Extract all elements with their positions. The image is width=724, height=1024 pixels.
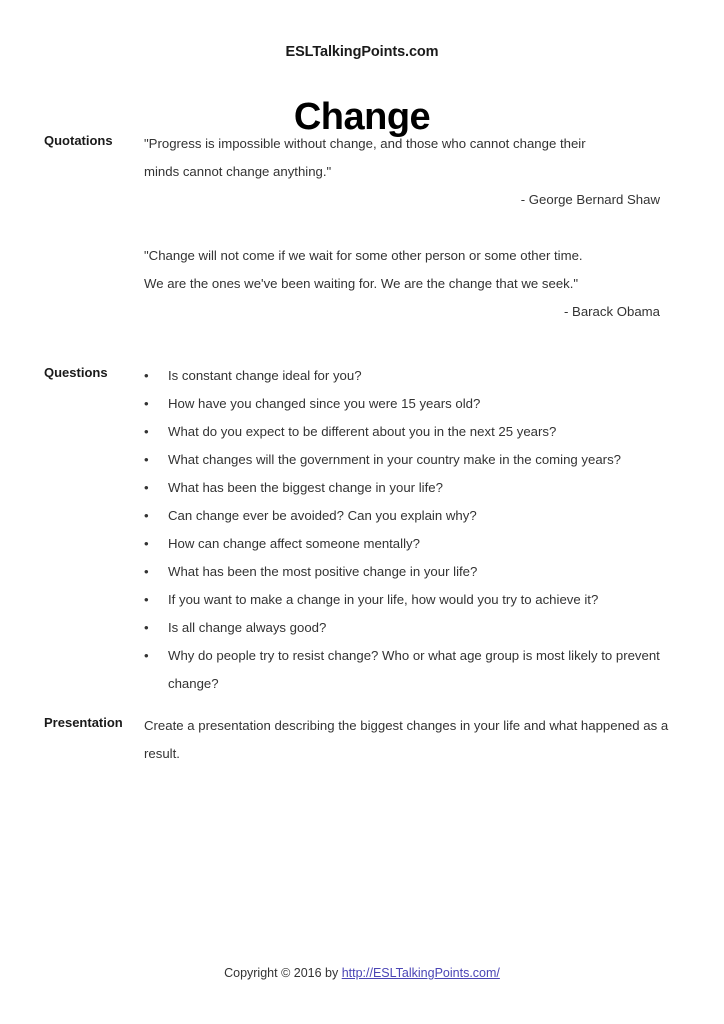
question-text: What has been the most positive change in your life? — [168, 564, 478, 579]
question-text: Can change ever be avoided? Can you explain why? — [168, 508, 477, 523]
quotation-attribution: - George Bernard Shaw — [520, 192, 660, 207]
list-item — [144, 390, 680, 418]
quotation-text: "Change will not come if we wait for some other person or some other time. We are the ones we've been waiting for. We are the change that we seek." — [144, 248, 583, 291]
bullet-icon: • — [144, 620, 149, 635]
questions-label: Questions — [44, 365, 108, 380]
list-item — [144, 530, 680, 558]
question-text: How have you changed since you were 15 years old? — [168, 396, 481, 411]
list-item — [144, 418, 680, 446]
list-item — [144, 614, 680, 642]
quotation-item — [144, 242, 680, 326]
bullet-icon: • — [144, 480, 149, 495]
bullet-icon: • — [144, 396, 149, 411]
list-item — [144, 362, 680, 390]
quotation-text: "Progress is impossible without change, and those who cannot change their minds cannot change anything." — [144, 136, 586, 179]
quotation-item — [144, 130, 680, 214]
list-item — [144, 642, 680, 698]
bullet-icon: • — [144, 368, 149, 383]
bullet-icon: • — [144, 592, 149, 607]
presentation-label: Presentation — [44, 715, 123, 730]
questions-body — [144, 362, 680, 698]
list-item — [144, 558, 680, 586]
bullet-icon: • — [144, 648, 149, 663]
site-name: ESLTalkingPoints.com — [285, 44, 439, 60]
presentation-body — [144, 712, 680, 768]
question-text: What do you expect to be different about you in the next 25 years? — [168, 424, 557, 439]
question-text: What has been the biggest change in your life? — [168, 480, 443, 495]
copyright-text: Copyright © 2016 by — [224, 966, 342, 980]
list-item — [144, 446, 680, 474]
questions-section — [44, 362, 680, 698]
question-text: Why do people try to resist change? Who or what age group is most likely to prevent change? — [168, 648, 660, 691]
bullet-icon: • — [144, 452, 149, 467]
quotations-section — [44, 130, 680, 326]
quotations-body — [144, 130, 680, 326]
question-text: What changes will the government in your country make in the coming years? — [168, 452, 621, 467]
presentation-section — [44, 712, 680, 768]
bullet-icon: • — [144, 424, 149, 439]
list-item — [144, 474, 680, 502]
list-item — [144, 502, 680, 530]
presentation-text: Create a presentation describing the biggest changes in your life and what happened as a result. — [144, 718, 669, 761]
footer — [0, 966, 724, 980]
bullet-icon: • — [144, 564, 149, 579]
list-item — [144, 586, 680, 614]
quotation-attribution: - Barack Obama — [563, 304, 660, 319]
website-link[interactable]: http://ESLTalkingPoints.com/ — [341, 966, 500, 980]
questions-list — [144, 362, 680, 698]
bullet-icon: • — [144, 536, 149, 551]
page-title: Change — [293, 96, 431, 139]
question-text: If you want to make a change in your life, how would you try to achieve it? — [168, 592, 599, 607]
quotations-label: Quotations — [44, 133, 113, 148]
bullet-icon: • — [144, 508, 149, 523]
question-text: How can change affect someone mentally? — [168, 536, 420, 551]
question-text: Is constant change ideal for you? — [168, 368, 362, 383]
question-text: Is all change always good? — [168, 620, 327, 635]
